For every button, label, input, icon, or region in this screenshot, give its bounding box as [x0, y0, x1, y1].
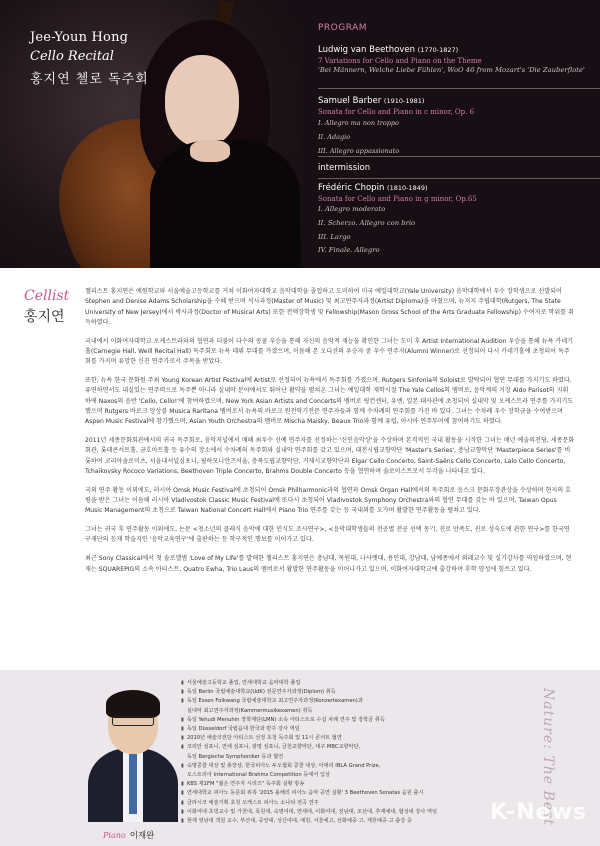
pianist-name: 이재완: [129, 831, 155, 841]
credential-text: 독일 Essen Folkwang 국립예술대학교 최고연주자과정(Konzertexamen)과: [186, 698, 363, 705]
credential-item: [181, 771, 521, 780]
credential-item: [181, 697, 521, 706]
pianist-role: Piano: [103, 831, 126, 840]
credential-item: [181, 799, 521, 808]
credential-item: [181, 688, 521, 697]
bullet-icon: ▮: [181, 799, 184, 806]
bullet-icon: ▮: [181, 698, 184, 705]
glasses-shape: [112, 716, 154, 726]
movement: 'Bei Männern, Welche Liebe Fühlen', WoO 46 from Mozart's 'Die Zauberflote': [318, 66, 585, 74]
header-section: [0, 0, 600, 268]
bio-paragraph: 그녀는 귀국 후 연주활동 이외에도, 논문 <청소년의 클래식 음악에 대한 인식도 조사연구>, <음악대학생들의 전공별 전공 선택 동기, 진로 만족도, 진로 성숙도에 관한 연구>를 한국연구재단의 등재 학술지인 '음악교육연구'에 출판하는 등 학구적인 행보를 이어가고 있다.: [85, 526, 570, 544]
program-piece: [318, 96, 600, 158]
composer-name: Ludwig van Beethoven: [318, 45, 415, 55]
credential-item: [181, 753, 521, 762]
bio-text: [85, 287, 575, 583]
bio-paragraph: 첼리스트 홍지연은 예원학교와 서울예술고등학교를 거쳐 이화여자대학교 음악대학을 졸업하고 도미하여 미국 예일대학교(Yale University) 음악대학에서 우수 장학생으로 선발되어 Stephen and Denise Adams Scholarship을 수혜 받으며 석사과정(Master of Music) 및 최고연주자과정(Artist Diploma)을 마쳤으며, 뉴저지 주립대학(Rutgers, The State University of New Jersey)에서 박사과정(Doctor of Musical Arts) 또한 전액장학생 및 Fellowship(Mason Gross School of the Arts Graduate Fellowship) 수여자로 학위를 취득하였다.: [85, 288, 574, 326]
vertical-tagline: Nature: The Best: [540, 688, 556, 826]
bullet-icon: ▮: [181, 680, 184, 686]
cellist-role: Cellist: [24, 288, 70, 304]
credential-item: [181, 679, 521, 688]
bullet-icon: ▮: [181, 689, 184, 696]
composer-name: Frédéric Chopin: [318, 183, 385, 193]
pianist-credentials: [181, 679, 521, 826]
credential-item: [181, 734, 521, 743]
credential-text: 클라시코 예술기획 초청 오케스트 피아노 소나타 전곡 연주: [186, 799, 319, 806]
recital-title: [30, 30, 149, 87]
bio-paragraph: 또한, 뉴욕 한국 문화원 주최 Young Korean Artist Festival에 Artist로 선정되어 뉴욕에서 독주회를 가졌으며, Rutgers Sinfonia의 Soloist로 발탁되어 협연 무대를 가지기도 하였다. 유연하면서도 내실있는 연주력으로 독주뿐 아니라 실내악 분야에서도 뛰어난 활약을 펼쳐온 그녀는 예일대학 재학시절 The Yale Cellos의 멤버로, 음악계의 거장 Aldo Parisot의 지휘 하에 Naxos의 음반 'Cello, Cello!'에 참여하였으며, New York Asian Artists and Concerts의 멤버로 링컨센터, 유엔, 일본 대사관에 초청되어 실내악 및 오케스트라 연주를 가지기도 했으며 Rutgers 바로크 앙상블 Musica Raritana 멤버로서 뉴욕의 바로크 원전악기전문 연주자들과 함께 수차례의 연주회를 가진 바 있다. 그녀는 수차례 우수 장학금을 수여받으며 Aspen Music Festival에 참가했으며, Asian Youth Orchestra의 멤버로 Mischa Maisky, Beaux Trio와 함께 유럽, 아시아 연주투어에 참여하기도 하였다.: [85, 377, 574, 426]
credential-text: 실내악 최고연주자과정(Kammermusikexamen) 취득: [186, 707, 313, 714]
credential-text: 연세대학교 피아노 동문회 위촉 '2015 올해의 피아노 음악 공연 실황' 3 Beethoven Sonatas 음원 출시: [186, 790, 424, 797]
credential-text: 독일 Yehudi Menuhin 장학재단(LMN) 소속 아티스트로 수십 차례 연주 및 장학금 취득: [186, 716, 385, 723]
credential-item: [181, 707, 521, 716]
program-divider: [318, 88, 600, 89]
credential-text: 코리안 심포니, 연세 심포니, 광명 심포니, 금천교향악단, 대구 MBC교향악단,: [186, 744, 361, 751]
work-title: Sonata for Cello and Piano in c minor, Op. 6: [318, 108, 475, 116]
credential-text: KBS 제1FM "젊은 연주자 시리즈" 독주회 실황 방송: [186, 781, 305, 788]
bio-paragraph: 2011년 세종문화회관에서의 귀국 독주회로, 음악저널에서 매해 최우수 신예 연주자를 선정하는 '신인음악상'을 수상하며 본격적인 국내 활동을 시작한 그녀는 매년 예술의전당, 세종문화회관, 롯데콘서트홀, 금호아트홀 등 유수의 장소에서 수차례의 독주회와 실내악 연주회를 갖고 있으며, 대전시립교향악단 'Master's Series', 충남교향악단 'Masterpiece Series'를 비롯하여 코리아솔로이츠, 서울내셔널심포니, 필하모니안즈서울, 충북도립교향악단, 거제시교향악단과 Elgar Cello Concerto, Saint-Saëns Cello Concerto, Lalo Cello Concerto, Tchaikovsky Rococo Variations, Beethoven Triple Concerto, Brahms Double Concerto 등을 협연하며 솔로이스트로서 두각을 나타내고 있다.: [85, 437, 575, 475]
credential-item: [181, 808, 521, 817]
face-shape: [165, 55, 239, 147]
composer-line: [318, 45, 600, 55]
credential-item: [181, 743, 521, 752]
bio-paragraph: 국내에서 이화여자대학교 오케스트라와의 협연과 더불어 다수의 콩쿨 우승을 통해 자신의 음악적 재능을 확인한 그녀는 도미 후 Artist International Audition 우승을 통해 뉴욕 카네기홀(Carnegie Hall, Weill Recital Hall) 독주회로 뉴욕 데뷔 무대를 가졌으며, 이듬해 본 오디션의 우승자 중 우수 연주자(Alumni Winner)로 선정되어 다시 카네기홀에 초청되어 독주회를 가지며 유망한 신진 연주가로서 주목을 받았다.: [85, 337, 574, 366]
credential-text: 독일 Düsseldorf 국립음대 한국과 반주 강사 역임: [186, 726, 300, 733]
hand-shape: [190, 140, 230, 162]
movement: II. Scherzo. Allegro con brio: [318, 218, 416, 227]
cellist-bio-section: [0, 268, 600, 670]
intermission-label: intermission: [318, 163, 371, 173]
program-heading: PROGRAM: [318, 23, 368, 33]
credential-item: [181, 789, 521, 798]
recital-subtitle: Cello Recital: [30, 49, 114, 64]
movement: I. Allegro ma non troppo: [318, 119, 399, 127]
credential-text: 숙명콩쿨 대상 및 총장상, 한국피아노 두오협회 콩쿨 대상, 이태리 IBLA Grand Prize,: [186, 762, 381, 769]
credential-text: 현재 영남대 객원 교수, 부산대, 중앙대, 성신여대, 예원, 서울예고, 선화예중·고, 계원예중·고 출강 중: [186, 818, 412, 825]
movement: II. Adagio: [318, 133, 351, 141]
performer-name-en: Jee-Youn Hong: [30, 30, 129, 45]
credential-text: 오스트리아 International Brahms Competition 등에서 입상: [186, 772, 330, 779]
work-title: 7 Variations for Cello and Piano on the Theme: [318, 57, 482, 65]
composer-years: (1810-1849): [387, 184, 428, 192]
credential-text: 서울예술고등학교 졸업, 연세대학교 음악대학 졸업: [186, 680, 301, 686]
bullet-icon: ▮: [181, 762, 184, 769]
bullet-icon: ▮: [181, 726, 184, 733]
credential-item: [181, 817, 521, 826]
bullet-icon: ▮: [181, 781, 184, 788]
pianist-photo: [88, 682, 178, 822]
bullet-icon: ▮: [181, 716, 184, 723]
program-panel: [308, 0, 600, 268]
cellist-name: 홍지연: [24, 309, 65, 325]
credential-text: 2010년 예술의전당 아티스트 선정 초청 독주회 및 11시 콘서트 협연: [186, 735, 342, 742]
credential-item: [181, 725, 521, 734]
credential-item: [181, 780, 521, 789]
bio-paragraph: 국외 연주 활동 이외에도, 러시아 Omsk Music Festival에 초청되어 Omsk Philharmonic과의 협연과 Omsk Organ Hall에서의 독주회로 음스크 문화부장관상을 수상하며 현지의 호평을 받은 그녀는 이듬해 러시아 Vladivostok Classic Music Festival에 또다시 초청되어 Vladivostok Symphony Orchestra와의 협연 무대를 갖는 바 있으며, Taiwan Opus Music Management의 초청으로 Taiwan National Concert Hall에서 Piano Trio 연주를 갖는 등 국내외를 오가며 활발한 연주활동을 펼쳐고 있다.: [85, 486, 571, 515]
watermark-logo: K-News: [490, 800, 588, 825]
credential-text: 이화여대 초빙교수 및 가천대, 목원대, 숙명여대, 연세대, 이화여대, 전남대, 조선대, 추계예대, 협성대 강사 역임: [186, 808, 437, 815]
program-piece: [318, 45, 600, 74]
movement: I. Allegro moderato: [318, 205, 386, 213]
program-divider: [318, 178, 600, 179]
recital-title-ko: 홍지연 첼로 독주회: [30, 72, 149, 87]
bullet-icon: ▮: [181, 808, 184, 815]
pianist-caption: [103, 823, 154, 842]
cellist-label: [24, 288, 69, 326]
tie-shape: [129, 754, 137, 814]
bullet-icon: ▮: [181, 735, 184, 742]
credential-item: [181, 762, 521, 771]
composer-line: [318, 96, 600, 106]
work-title: Sonata for Cello and Piano in g minor, Op.65: [318, 195, 477, 203]
movement: III. Largo: [318, 232, 351, 241]
composer-years: (1770-1827): [417, 46, 459, 54]
bullet-icon: ▮: [181, 744, 184, 751]
composer-name: Samuel Barber: [318, 96, 382, 106]
credential-text: 독일 Bergische Symphoniker 등과 협연: [186, 753, 284, 760]
bio-paragraph: 최근 Sony Classical에서 첫 솔로앨범 'Love of My Life'를 발매한 첼리스트 홍지연은 충남대, 목원대, 나사렛대, 용인대, 강남대, 남예종에서 외래교수 및 실기강사를 역임하였으며, 현재는 SQUAREPIG의 소속 아티스트, Quatro Ewha, Trio Laus의 멤버로서 활발한 연주활동을 이어나가고 있으며, 이화여자대학교에 출강하며 후학 양성에 힘쓰고 있다.: [85, 555, 572, 573]
bullet-icon: ▮: [181, 790, 184, 797]
program-divider: [318, 156, 600, 157]
credential-item: [181, 716, 521, 725]
hair-shape: [106, 690, 160, 718]
movement: IV. Finale. Allegro: [318, 246, 380, 255]
bullet-icon: ▮: [181, 818, 184, 825]
credential-text: 독일 Berlin 국립예술대학교(UdK) 전문연주자과정(Diplom) 취득: [186, 689, 336, 696]
composer-line: [318, 183, 600, 193]
movement: III. Allegro appassionato: [318, 147, 400, 155]
composer-years: (1910-1981): [383, 97, 425, 105]
program-piece: [318, 183, 600, 258]
